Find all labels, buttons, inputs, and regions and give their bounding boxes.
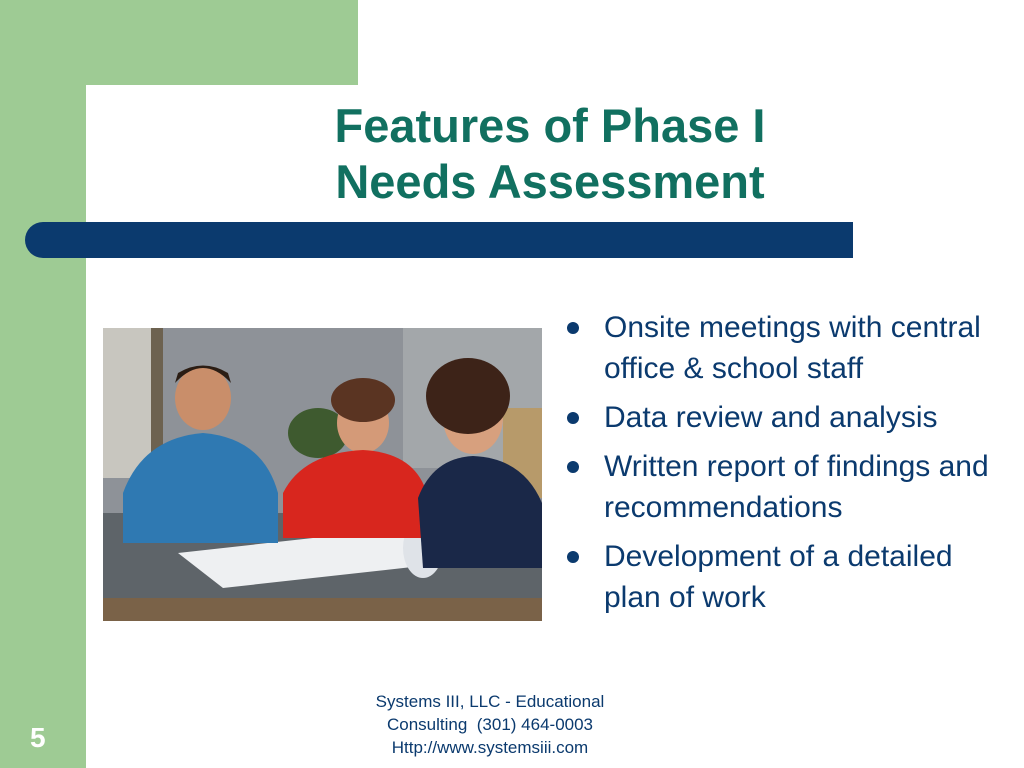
bullet-item xyxy=(563,397,1013,438)
slide-title-line-2: Needs Assessment xyxy=(335,155,765,208)
footer-company: Systems III, LLC - Educational xyxy=(375,692,605,711)
bullet-dot-icon xyxy=(567,322,579,334)
bullet-text: Development of a detailed plan of work xyxy=(604,540,953,614)
bullet-text: Written report of findings and recommendations xyxy=(604,450,989,524)
bullet-item xyxy=(563,536,1013,618)
bullet-dot-icon xyxy=(567,551,579,563)
footer-phone: Consulting (301) 464-0003 xyxy=(386,715,594,734)
slide-title-line-1: Features of Phase I xyxy=(334,99,766,152)
footer-website: Http://www.systemsiii.com xyxy=(391,738,589,757)
bullet-text: Onsite meetings with central office & school staff xyxy=(604,311,981,385)
page-number: 5 xyxy=(30,722,46,753)
bullet-list xyxy=(563,307,1013,626)
bullet-text: Data review and analysis xyxy=(604,401,938,434)
decorative-rounded-corner xyxy=(86,85,166,165)
decorative-green-left-band xyxy=(0,0,86,768)
bullet-dot-icon xyxy=(567,412,579,424)
bullet-item xyxy=(563,446,1013,528)
decorative-navy-bar xyxy=(25,222,853,258)
bullet-dot-icon xyxy=(567,461,579,473)
bullet-item xyxy=(563,307,1013,389)
slide-title xyxy=(300,98,800,210)
meeting-photo xyxy=(103,328,542,621)
slide-footer xyxy=(330,690,650,759)
